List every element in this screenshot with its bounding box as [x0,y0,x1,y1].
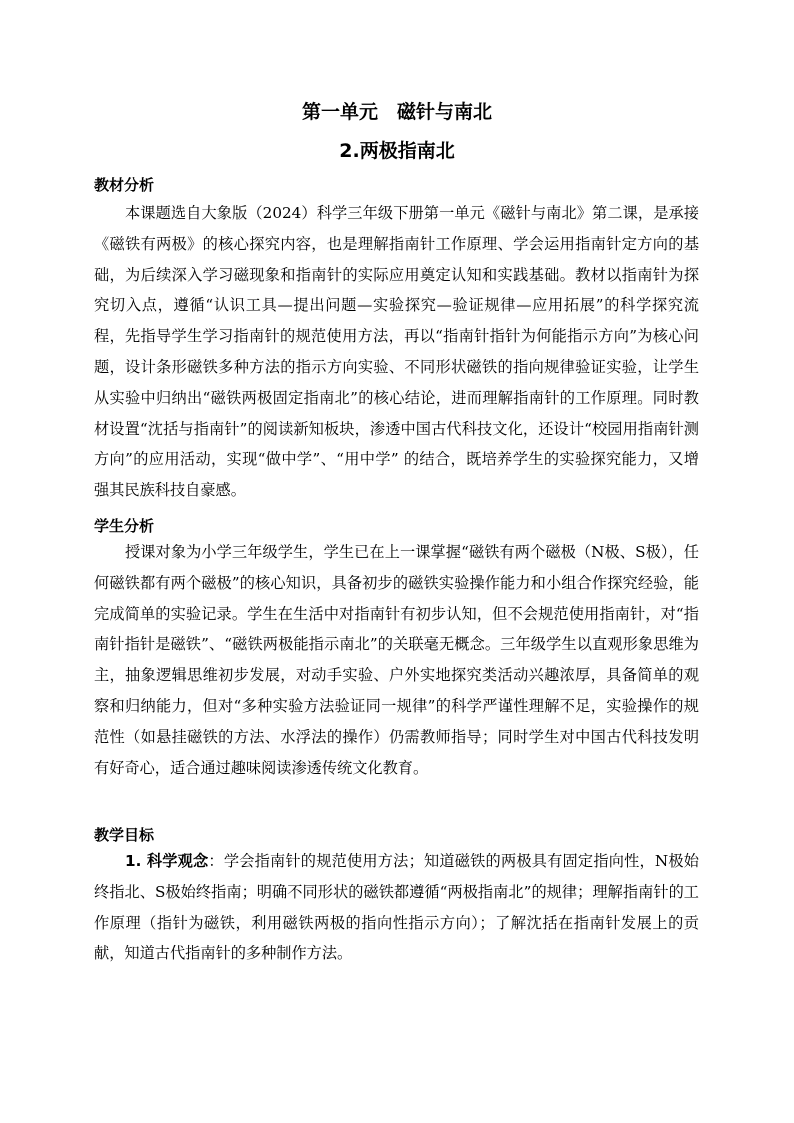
unit-title: 第一单元 磁针与南北 [301,101,492,123]
paragraph-teaching-goals [94,846,699,969]
lesson-title: 2.两极指南北 [339,140,455,162]
section-heading-student-analysis: 学生分析 [94,517,155,535]
section-heading-teaching-goals: 教学目标 [94,826,155,844]
goal-label: 1. 科学观念 [125,852,209,870]
section-heading-textbook-analysis: 教材分析 [94,176,155,194]
paragraph-student-analysis: 授课对象为小学三年级学生，学生已在上一课掌握“磁铁有两个磁极（N极、S极），任何磁铁都有两个磁极”的核心知识，具备初步的磁铁实验操作能力和小组合作探究经验，能完成简单的实验记录。学生在生活中对指南针有初步认知，但不会规范使用指南针，对“指南针指针是磁铁”、“磁铁两极能指示南北”的关联毫无概念。三年级学生以直观形象思维为主，抽象逻辑思维初步发展，对动手实验、户外实地探究类活动兴趣浓厚，具备简单的观察和归纳能力，但对“多种实验方法验证同一规律”的科学严谨性理解不足，实验操作的规范性（如悬挂磁铁的方法、水浮法的操作）仍需教师指导；同时学生对中国古代科技发明有好奇心，适合通过趣味阅读渗透传统文化教育。 [94,543,699,777]
paragraph-textbook-analysis: 本课题选自大象版（2024）科学三年级下册第一单元《磁针与南北》第二课，是承接《磁铁有两极》的核心探究内容，也是理解指南针工作原理、学会运用指南针定方向的基础，为后续深入学习磁现象和指南针的实际应用奠定认知和实践基础。教材以指南针为探究切入点，遵循“认识工具—提出问题—实验探究—验证规律—应用拓展”的科学探究流程，先指导学生学习指南针的规范使用方法，再以“指南针指针为何能指示方向”为核心问题，设计条形磁铁多种方法的指示方向实验、不同形状磁铁的指向规律验证实验，让学生从实验中归纳出“磁铁两极固定指南北”的核心结论，进而理解指南针的工作原理。同时教材设置“沈括与指南针”的阅读新知板块，渗透中国古代科技文化，还设计“校园用指南针测方向”的应用活动，实现“做中学”、“用中学” 的结合，既培养学生的实验探究能力，又增强其民族科技自豪感。 [94,204,699,500]
goal-text: ：学会指南针的规范使用方法；知道磁铁的两极具有固定指向性，N极始终指北、S极始终指南；明确不同形状的磁铁都遵循“两极指南北”的规律；理解指南针的工作原理（指针为磁铁，利用磁铁两极的指向性指示方向）；了解沈括在指南针发展上的贡献，知道古代指南针的多种制作方法。 [94,852,699,963]
